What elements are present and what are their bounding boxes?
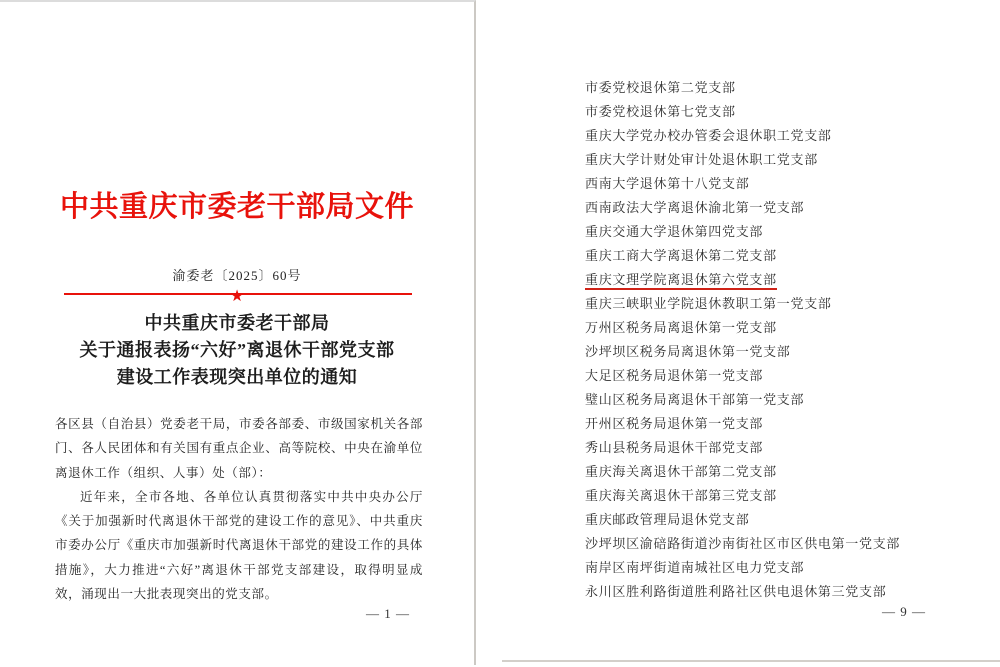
branch-list-item: 重庆大学计财处审计处退休职工党支部 [585,152,818,167]
branch-list-item: 重庆邮政管理局退休党支部 [585,512,750,527]
branch-list-item: 重庆交通大学退休第四党支部 [585,224,764,239]
notice-title-line: 中共重庆市委老干部局 [144,313,330,333]
branch-list-item: 沙坪坝区税务局离退休第一党支部 [585,344,791,359]
branch-list [585,76,985,604]
branch-list-item: 重庆文理学院离退休第六党支部 [585,268,985,292]
branch-list-item: 璧山区税务局离退休干部第一党支部 [585,392,805,407]
notice-title-line: 关于通报表扬“六好”离退休干部党支部 [79,340,395,360]
branch-list-item: 开州区税务局退休第一党支部 [585,416,764,431]
body-paragraph: 近年来，全市各地、各单位认真贯彻落实中共中央办公厅《关于加强新时代离退休干部党的建设工作的意见》、中共重庆市委办公厅《重庆市加强新时代离退休干部党的建设工作的具体措施》，大力推进“六好”离退休干部党支部建设，取得明显成效，涌现出一大批表现突出的党支部。 [55,489,423,602]
branch-list-item: 永川区胜利路街道胜利路社区供电退休第三党支部 [585,584,887,599]
branch-list-item: 秀山县税务局退休干部党支部 [585,440,764,455]
red-star-icon: ★ [229,288,245,305]
branch-list-item: 重庆大学党办校办管委会退休职工党支部 [585,128,832,143]
page-number-1: — 1 — [366,606,410,621]
page-bottom-edge [502,660,1000,662]
notice-title-line: 建设工作表现突出单位的通知 [116,367,358,387]
page-number-9: — 9 — [882,604,926,619]
branch-list-item: 重庆三峡职业学院退休教职工第一党支部 [585,296,832,311]
red-letterhead-title: 中共重庆市委老干部局文件 [59,191,414,223]
notice-body [55,412,423,606]
branch-list-item: 大足区税务局退休第一党支部 [585,368,764,383]
branch-list-item: 重庆海关离退休干部第三党支部 [585,488,777,503]
notice-title [0,310,474,391]
branch-list-item: 市委党校退休第二党支部 [585,80,736,95]
branch-list-item: 西南政法大学离退休渝北第一党支部 [585,200,805,215]
branch-list-item: 重庆工商大学离退休第二党支部 [585,248,777,263]
branch-list-item: 西南大学退休第十八党支部 [585,176,750,191]
branch-list-item: 万州区税务局离退休第一党支部 [585,320,777,335]
branch-list-item: 重庆海关离退休干部第二党支部 [585,464,777,479]
branch-list-item: 南岸区南坪街道南城社区电力党支部 [585,560,805,575]
document-number: 渝委老〔2025〕60号 [172,268,302,283]
body-paragraph: 各区县（自治县）党委老干局，市委各部委、市级国家机关各部门、各人民团体和有关国有重点企业、高等院校、中央在渝单位离退休工作（组织、人事）处（部）： [55,417,423,480]
document-page-9 [478,0,1000,667]
document-page-1 [0,0,476,665]
branch-list-item: 沙坪坝区渝碚路街道沙南街社区市区供电第一党支部 [585,536,901,551]
branch-list-item: 市委党校退休第七党支部 [585,104,736,119]
